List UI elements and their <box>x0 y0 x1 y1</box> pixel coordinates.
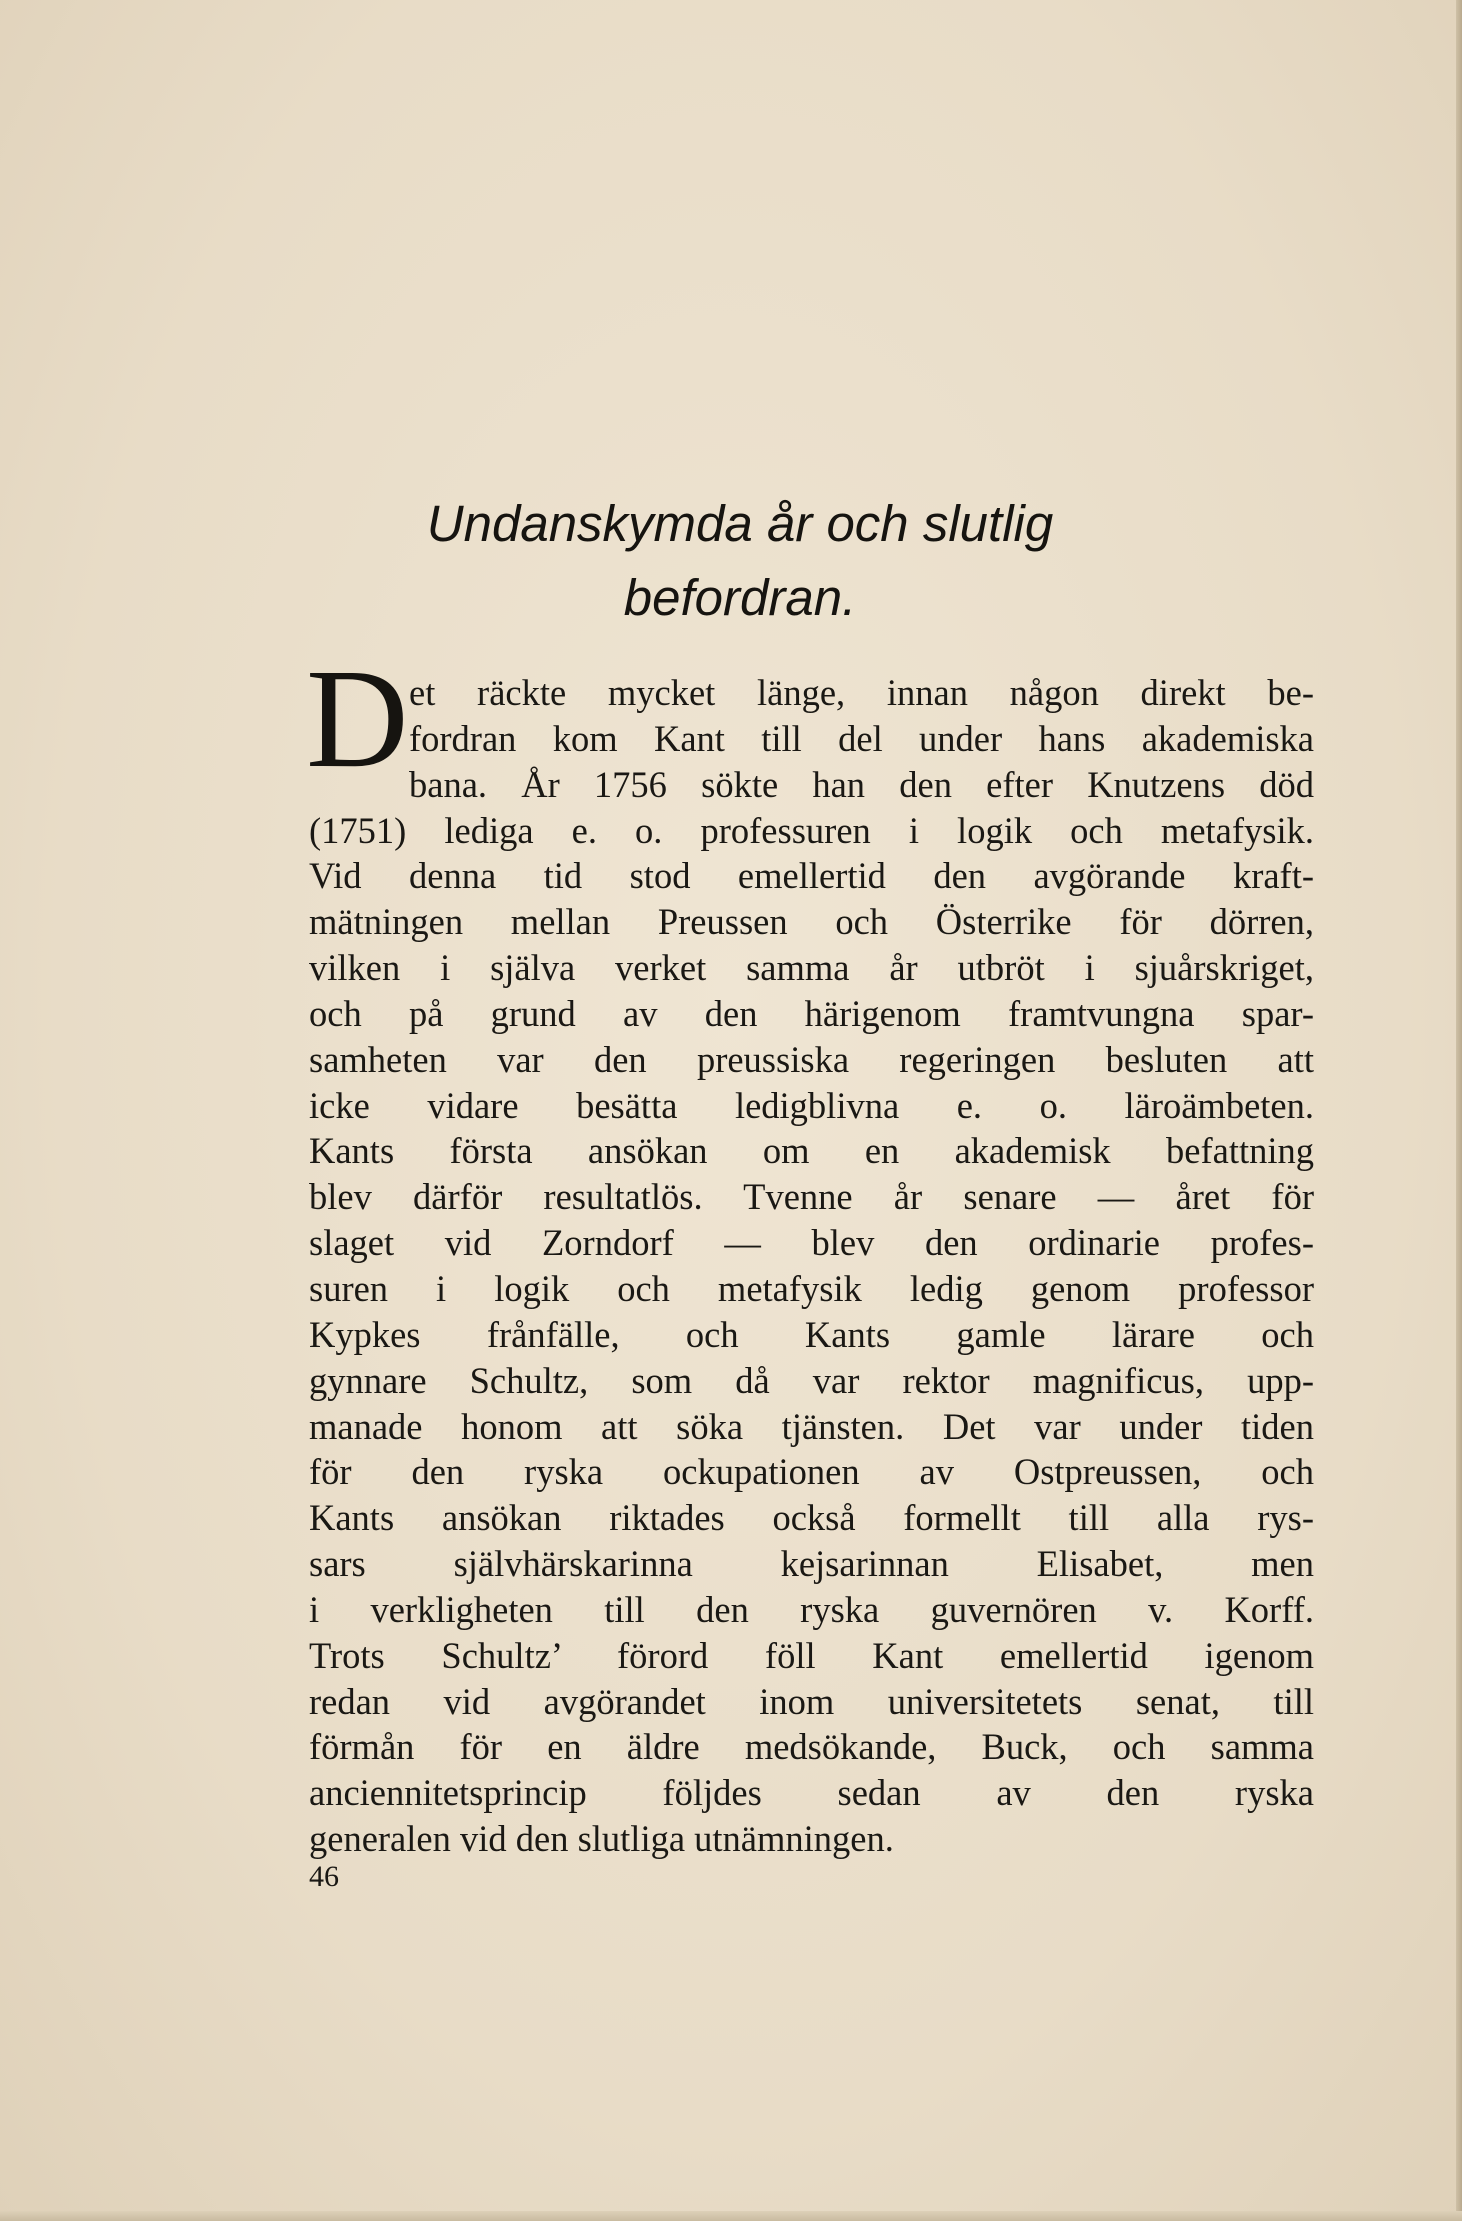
page-number: 46 <box>309 1860 339 1893</box>
text-line: mätningen mellan Preussen och Österrike för dörren, <box>309 901 1314 943</box>
text-line: redan vid avgörandet inom universitetets senat, till <box>309 1680 1314 1722</box>
text-line: samheten var den preussiska regeringen besluten att <box>309 1038 1314 1080</box>
text-line: slaget vid Zorndorf — blev den ordinarie profes- <box>309 1222 1314 1264</box>
text-line: förmån för en äldre medsökande, Buck, och samma <box>309 1726 1314 1768</box>
page-bottom-edge <box>0 2211 1462 2221</box>
text-line: Trots Schultz’ förord föll Kant emellertid igenom <box>309 1634 1314 1676</box>
text-line: bana. År 1756 sökte han den efter Knutzens död <box>409 763 1314 805</box>
text-line: Kants första ansökan om en akademisk befattning <box>309 1130 1314 1172</box>
text-line: anciennitetsprincip följdes sedan av den ryska <box>309 1772 1314 1814</box>
drop-cap: D <box>306 639 409 797</box>
page-edge-shadow <box>1456 0 1462 2221</box>
text-line: vilken i själva verket samma år utbröt i sjuårskriget, <box>309 947 1314 989</box>
text-line: generalen vid den slutliga utnämningen. <box>309 1818 894 1860</box>
text-line: och på grund av den härigenom framtvungna spar- <box>309 992 1314 1034</box>
chapter-title <box>300 487 1180 635</box>
chapter-title-line-2: befordran. <box>623 569 857 626</box>
text-line: suren i logik och metafysik ledig genom professor <box>309 1267 1314 1309</box>
text-line: (1751) lediga e. o. professuren i logik och metafysik. <box>309 809 1314 851</box>
text-line: sars självhärskarinna kejsarinnan Elisabet, men <box>309 1543 1314 1585</box>
text-line: Vid denna tid stod emellertid den avgörande kraft- <box>309 855 1314 897</box>
text-line: et räckte mycket länge, innan någon direkt be- <box>409 672 1314 713</box>
text-line: för den ryska ockupationen av Ostpreussen, och <box>309 1451 1314 1493</box>
chapter-title-line-1: Undanskymda år och slutlig <box>426 495 1054 552</box>
text-line: gynnare Schultz, som då var rektor magnificus, upp- <box>309 1359 1314 1401</box>
text-line: Kypkes frånfälle, och Kants gamle lärare och <box>309 1313 1314 1355</box>
text-line: blev därför resultatlös. Tvenne år senare — året för <box>309 1176 1314 1218</box>
text-line: i verkligheten till den ryska guvernören v. Korff. <box>309 1588 1314 1630</box>
text-line: manade honom att söka tjänsten. Det var under tiden <box>309 1405 1314 1447</box>
text-line: icke vidare besätta ledigblivna e. o. läroämbeten. <box>309 1084 1314 1126</box>
body-paragraph <box>309 670 1314 1862</box>
text-line: Kants ansökan riktades också formellt till alla rys- <box>309 1497 1314 1539</box>
text-line: fordran kom Kant till del under hans akademiska <box>409 717 1314 759</box>
